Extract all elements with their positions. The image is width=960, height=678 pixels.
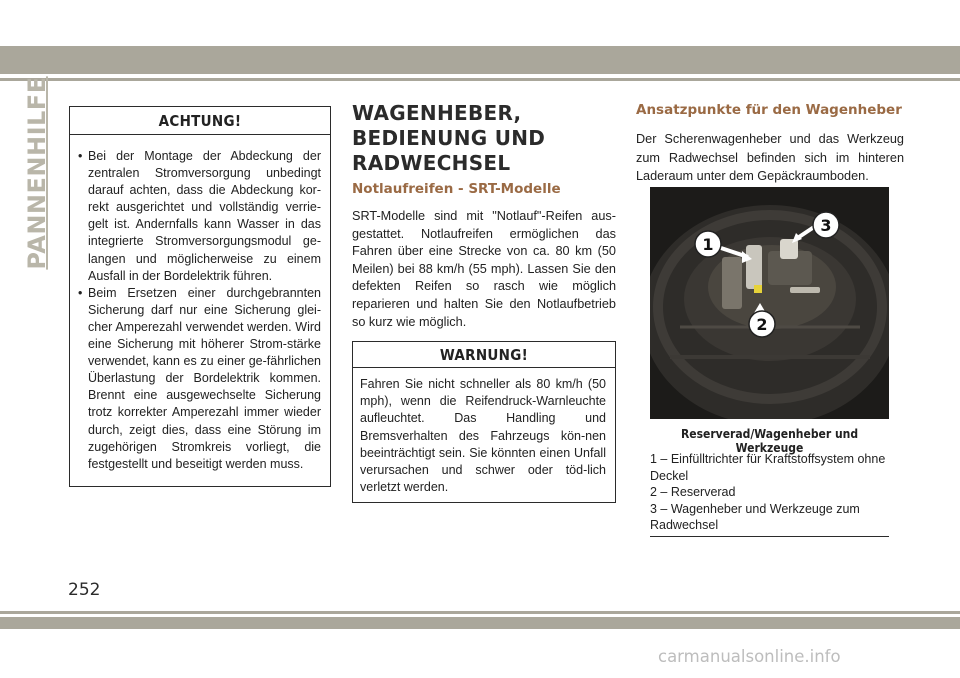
main-heading-line: WAGENHEBER, (352, 101, 522, 125)
top-divider-line (0, 78, 960, 81)
srt-paragraph: SRT-Modelle sind mit "Notlauf"-Reifen aus-gestattet. Notlaufreifen ermöglichen das Fahren über eine Strecke von ca. 80 km (50 Meilen) bei 88 km/h (55 mph). Lassen Sie den defekten Reifen so rasch wie möglich reparieren und halten Sie den Notlaufbetrieb so kurz wie möglich. (352, 209, 616, 329)
achtung-warning-box (69, 106, 331, 487)
top-decorative-band (0, 46, 960, 74)
achtung-title: ACHTUNG! (70, 107, 330, 135)
legend-item: 3 – Wagenheber und Werkzeuge zum Radwechsel (650, 501, 860, 533)
spare-wheel-photo (650, 187, 889, 419)
legend-divider (650, 536, 889, 537)
page-number: 252 (68, 580, 101, 600)
jack-body (722, 257, 742, 309)
legend-item: 2 – Reserverad (650, 485, 736, 500)
callout-number: 1 (702, 235, 714, 254)
watermark-text: carmanualsonline.info (658, 647, 841, 666)
bottom-decorative-band (0, 617, 960, 629)
figure-legend (650, 451, 889, 534)
main-heading-line: RADWECHSEL (352, 151, 511, 175)
tool-cap (780, 239, 798, 259)
achtung-item: • Beim Ersetzen einer durchgebrannten Sicherung darf nur eine Sicherung glei-cher Amperezahl verwendet werden. Wird eine Sicherung mit höherer Strom-stärke verwendet, kann es zu einer ge-fährlichen Überlastung der Bordelektrik kommen. Brennt eine ausgewechselte Sicherung trotz korrekter Amperezahl immer wieder durch, zeigt dies, dass eine Störung im zugehörigen Stromkreis vorliegt, die festgestellt und beseitigt werden muss. (78, 285, 321, 473)
achtung-list (70, 135, 330, 473)
chapter-side-label (18, 75, 56, 270)
achtung-item: • Bei der Montage der Abdeckung der zentralen Stromversorgung unbedingt darauf achten, dass die Abdeckung kor-rekt ausgerichtet und vollständig verrie-gelt ist. Andernfalls kann Wasser in das integrierte Stromversorgungsmodul ge-langen und möglicherweise zu einem Ausfall in der Bordelektrik führen. (78, 148, 321, 285)
jack-paragraph: Der Scherenwagenheber und das Werkzeug zum Radwechsel befinden sich im hinteren Laderaum unter dem Gepäckraumboden. (636, 132, 904, 184)
callout-number: 2 (756, 315, 768, 334)
wrench-handle (790, 287, 820, 293)
funnel-white (746, 245, 762, 289)
legend-item: 1 – Einfülltrichter für Kraftstoffsystem ohne Deckel (650, 452, 886, 483)
callout-number: 3 (820, 216, 832, 235)
srt-subheading: Notlaufreifen - SRT-Modelle (352, 181, 561, 197)
yellow-marker (754, 285, 762, 293)
warnung-text: Fahren Sie nicht schneller als 80 km/h (50 mph), wenn die Reifendruck-Warnleuchte aufleuchtet. Das Handling und Bremsverhalten des Fahrzeugs kön-nen beeinträchtigt sein. Sie könnten einen Unfall verursachen und schwer oder töd-lich verletzt werden. (360, 377, 606, 495)
chapter-side-label-text: PANNENHILFE (23, 75, 51, 270)
warnung-warning-box (352, 341, 616, 503)
section-main-heading (352, 101, 622, 176)
jack-subheading: Ansatzpunkte für den Wagenheber (636, 102, 902, 118)
warnung-title: WARNUNG! (353, 342, 615, 368)
spare-wheel-illustration (650, 187, 889, 419)
main-heading-line: BEDIENUNG UND (352, 126, 546, 150)
figure-caption: Reserverad/Wagenheber und Werkzeuge (680, 427, 859, 455)
bottom-divider-line (0, 611, 960, 614)
